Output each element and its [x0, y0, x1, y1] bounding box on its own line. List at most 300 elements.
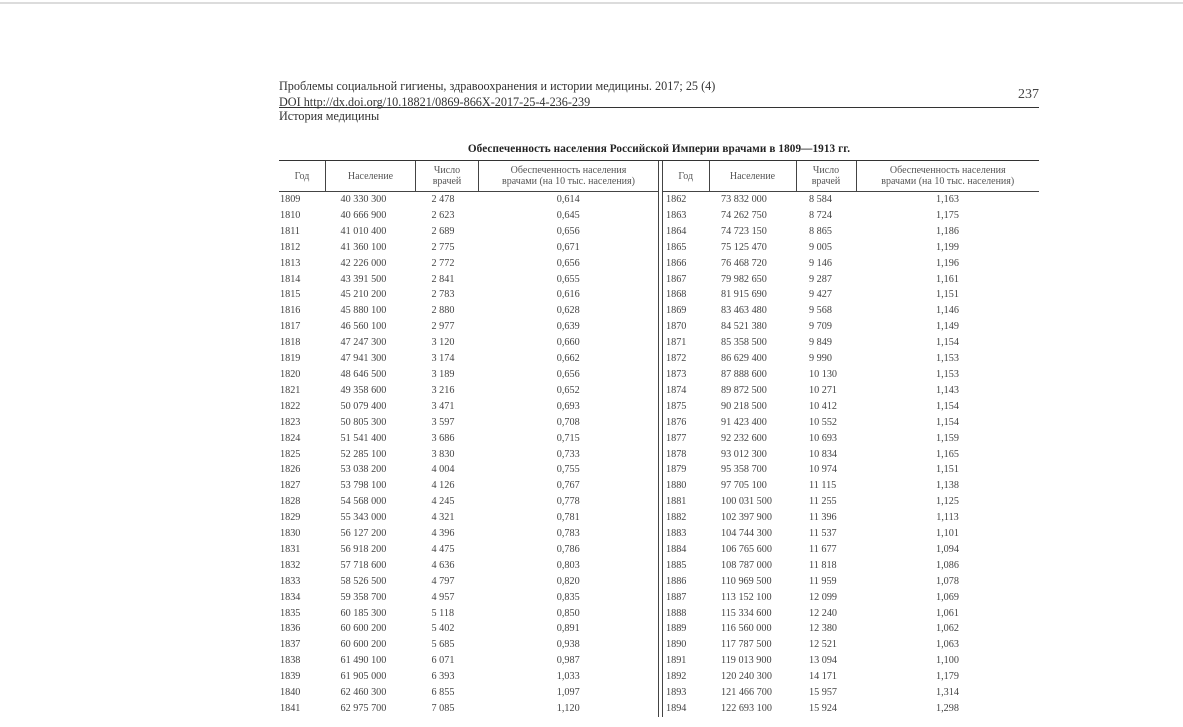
- col-header-doctors-line1: Число: [812, 165, 840, 176]
- table-row: [663, 606, 1039, 622]
- cell-ratio: 1,146: [936, 305, 959, 317]
- cell-year: 1862: [666, 194, 687, 205]
- cell-doctors: 9 287: [809, 273, 832, 285]
- cell-ratio: 1,314: [936, 687, 959, 699]
- cell-population: 95 358 700: [721, 464, 767, 476]
- cell-year: 1891: [666, 655, 687, 667]
- cell-year: 1827: [280, 480, 301, 492]
- cell-population: 122 693 100: [721, 703, 772, 714]
- cell-year: 1826: [280, 464, 301, 476]
- cell-doctors: 3 471: [431, 400, 455, 412]
- cell-population: 117 787 500: [721, 639, 772, 651]
- cell-population: 43 391 500: [340, 273, 387, 285]
- table-row: [663, 462, 1039, 478]
- cell-year: 1890: [666, 639, 687, 651]
- cell-doctors: 10 834: [809, 448, 838, 460]
- cell-population: 55 343 000: [340, 512, 387, 524]
- table-row: [663, 447, 1039, 463]
- cell-year: 1815: [280, 289, 301, 301]
- col-header-doctors: [796, 161, 856, 192]
- table-row: [279, 224, 658, 240]
- table-row: [279, 574, 658, 590]
- table-row: [279, 669, 658, 685]
- table-row: [279, 462, 658, 478]
- table-row: [663, 574, 1039, 590]
- cell-population: 116 560 000: [721, 623, 772, 635]
- col-header-doctors-line1: Число: [433, 165, 461, 176]
- cell-doctors: 10 130: [809, 368, 838, 380]
- cell-population: 110 969 500: [721, 575, 772, 587]
- cell-doctors: 6 071: [431, 655, 455, 667]
- col-header-year: Год: [279, 161, 326, 192]
- cell-ratio: 0,656: [556, 225, 580, 237]
- table-row: [279, 558, 658, 574]
- cell-population: 53 798 100: [340, 480, 387, 492]
- cell-ratio: 1,154: [936, 416, 959, 428]
- cell-doctors: 11 818: [809, 559, 837, 571]
- cell-year: 1872: [666, 353, 687, 365]
- cell-population: 76 468 720: [721, 257, 767, 269]
- table-right-body: [663, 192, 1039, 717]
- cell-population: 97 705 100: [721, 480, 767, 492]
- cell-year: 1824: [280, 432, 301, 444]
- cell-ratio: 0,656: [556, 368, 580, 380]
- cell-doctors: 10 412: [809, 400, 838, 412]
- table-row: [279, 383, 658, 399]
- table-row: [279, 685, 658, 701]
- cell-ratio: 0,639: [556, 321, 580, 333]
- cell-year: 1873: [666, 368, 687, 380]
- table-row: [279, 478, 658, 494]
- cell-ratio: 1,175: [936, 209, 959, 221]
- cell-year: 1820: [280, 368, 301, 380]
- table-row: [663, 240, 1039, 256]
- cell-ratio: 0,614: [556, 194, 580, 205]
- cell-year: 1811: [280, 225, 300, 237]
- cell-year: 1874: [666, 384, 687, 396]
- cell-population: 46 560 100: [340, 321, 387, 333]
- cell-year: 1814: [280, 273, 301, 285]
- cell-population: 49 358 600: [340, 384, 387, 396]
- table-row: [663, 653, 1039, 669]
- table-row: [663, 669, 1039, 685]
- table-row: [663, 335, 1039, 351]
- cell-year: 1877: [666, 432, 687, 444]
- table-row: [663, 637, 1039, 653]
- cell-population: 74 723 150: [721, 225, 767, 237]
- table-row: [663, 526, 1039, 542]
- cell-doctors: 12 380: [809, 623, 838, 635]
- cell-doctors: 11 537: [809, 528, 837, 540]
- cell-doctors: 4 321: [431, 512, 455, 524]
- cell-year: 1867: [666, 273, 687, 285]
- cell-ratio: 0,767: [556, 480, 580, 492]
- cell-population: 79 982 650: [721, 273, 767, 285]
- cell-population: 102 397 900: [721, 512, 772, 524]
- table-row: [279, 701, 658, 717]
- cell-population: 104 744 300: [721, 528, 772, 540]
- cell-year: 1819: [280, 353, 301, 365]
- cell-population: 47 247 300: [340, 337, 387, 349]
- cell-year: 1863: [666, 209, 687, 221]
- cell-doctors: 6 855: [431, 687, 455, 699]
- cell-ratio: 1,186: [936, 225, 959, 237]
- cell-ratio: 0,656: [556, 257, 580, 269]
- cell-doctors: 2 880: [431, 305, 455, 317]
- cell-doctors: 3 174: [431, 353, 455, 365]
- col-header-doctors: [416, 161, 479, 192]
- cell-year: 1840: [280, 687, 301, 699]
- cell-doctors: 11 255: [809, 496, 837, 508]
- cell-year: 1883: [666, 528, 687, 540]
- cell-population: 119 013 900: [721, 655, 772, 667]
- table-row: [279, 542, 658, 558]
- cell-year: 1835: [280, 607, 301, 619]
- cell-doctors: 3 189: [431, 368, 455, 380]
- cell-ratio: 1,100: [936, 655, 959, 667]
- cell-ratio: 0,733: [556, 448, 580, 460]
- cell-doctors: 4 004: [431, 464, 455, 476]
- table-row: [663, 192, 1039, 208]
- cell-ratio: 0,662: [556, 353, 580, 365]
- cell-ratio: 0,655: [556, 273, 580, 285]
- cell-doctors: 12 240: [809, 607, 838, 619]
- cell-doctors: 11 677: [809, 543, 837, 555]
- cell-population: 40 330 300: [340, 194, 387, 205]
- col-header-ratio-line1: Обеспеченность населения: [510, 165, 627, 176]
- table-row: [663, 621, 1039, 637]
- cell-year: 1887: [666, 591, 687, 603]
- cell-ratio: 0,652: [556, 384, 580, 396]
- cell-doctors: 4 797: [431, 575, 455, 587]
- cell-year: 1870: [666, 321, 687, 333]
- cell-ratio: 0,938: [556, 639, 580, 651]
- cell-population: 59 358 700: [340, 591, 387, 603]
- table-row: [279, 192, 658, 208]
- cell-ratio: 0,616: [556, 289, 580, 301]
- cell-year: 1837: [280, 639, 301, 651]
- page-number: 237: [1018, 87, 1039, 102]
- cell-doctors: 15 957: [809, 687, 838, 699]
- cell-ratio: 0,987: [556, 655, 580, 667]
- data-table: [279, 160, 1039, 717]
- cell-doctors: 2 623: [431, 209, 455, 221]
- cell-year: 1879: [666, 464, 687, 476]
- table-row: [279, 510, 658, 526]
- cell-ratio: 1,154: [936, 337, 959, 349]
- cell-ratio: 1,101: [936, 528, 959, 540]
- table-row: [663, 415, 1039, 431]
- cell-doctors: 4 475: [431, 543, 455, 555]
- cell-year: 1889: [666, 623, 687, 635]
- cell-doctors: 5 402: [431, 623, 455, 635]
- cell-ratio: 1,063: [936, 639, 959, 651]
- col-header-population: Население: [326, 161, 416, 192]
- table-row: [279, 319, 658, 335]
- table-row: [279, 272, 658, 288]
- table-row: [663, 319, 1039, 335]
- cell-population: 93 012 300: [721, 448, 767, 460]
- cell-population: 60 185 300: [340, 607, 387, 619]
- cell-year: 1875: [666, 400, 687, 412]
- cell-ratio: 0,820: [556, 575, 580, 587]
- table-row: [663, 383, 1039, 399]
- cell-population: 48 646 500: [340, 368, 387, 380]
- table-row: [279, 526, 658, 542]
- cell-population: 61 905 000: [340, 671, 387, 683]
- table-row: [663, 303, 1039, 319]
- table-row: [279, 208, 658, 224]
- cell-doctors: 9 146: [809, 257, 832, 269]
- table-row: [279, 590, 658, 606]
- col-header-ratio-line2: врачами (на 10 тыс. населения): [502, 176, 635, 187]
- cell-year: 1869: [666, 305, 687, 317]
- cell-doctors: 3 120: [431, 337, 455, 349]
- cell-doctors: 2 689: [431, 225, 455, 237]
- cell-population: 115 334 600: [721, 607, 772, 619]
- cell-ratio: 1,196: [936, 257, 959, 269]
- table-row: [279, 415, 658, 431]
- table-row: [663, 542, 1039, 558]
- cell-doctors: 10 552: [809, 416, 838, 428]
- table-row: [279, 399, 658, 415]
- cell-year: 1828: [280, 496, 301, 508]
- cell-ratio: 1,138: [936, 480, 959, 492]
- cell-doctors: 9 005: [809, 241, 832, 253]
- cell-doctors: 10 693: [809, 432, 838, 444]
- cell-doctors: 2 478: [431, 194, 455, 205]
- cell-ratio: 1,163: [936, 194, 959, 205]
- cell-population: 86 629 400: [721, 353, 767, 365]
- cell-year: 1833: [280, 575, 301, 587]
- cell-doctors: 3 216: [431, 384, 455, 396]
- cell-doctors: 8 865: [809, 225, 832, 237]
- cell-doctors: 14 171: [809, 671, 838, 683]
- cell-year: 1893: [666, 687, 687, 699]
- cell-ratio: 1,097: [556, 687, 580, 699]
- table-row: [279, 653, 658, 669]
- cell-doctors: 3 597: [431, 416, 455, 428]
- cell-year: 1823: [280, 416, 301, 428]
- cell-population: 53 038 200: [340, 464, 387, 476]
- cell-doctors: 9 990: [809, 353, 832, 365]
- cell-doctors: 6 393: [431, 671, 455, 683]
- table-row: [279, 447, 658, 463]
- cell-year: 1829: [280, 512, 301, 524]
- cell-doctors: 10 974: [809, 464, 838, 476]
- cell-year: 1816: [280, 305, 301, 317]
- cell-population: 56 127 200: [340, 528, 387, 540]
- cell-population: 61 490 100: [340, 655, 387, 667]
- cell-ratio: 0,715: [556, 432, 580, 444]
- cell-doctors: 8 584: [809, 194, 832, 205]
- cell-population: 108 787 000: [721, 559, 772, 571]
- table-header-row: [279, 161, 658, 192]
- col-header-ratio: [479, 161, 659, 192]
- cell-year: 1886: [666, 575, 687, 587]
- cell-population: 56 918 200: [340, 543, 387, 555]
- table-right-half: [663, 161, 1039, 717]
- cell-year: 1809: [280, 194, 301, 205]
- cell-population: 62 975 700: [340, 703, 387, 714]
- cell-ratio: 1,151: [936, 289, 959, 301]
- table-title: Обеспеченность населения Российской Империи врачами в 1809—1913 гг.: [467, 143, 851, 155]
- cell-population: 89 872 500: [721, 384, 767, 396]
- cell-year: 1878: [666, 448, 687, 460]
- cell-year: 1834: [280, 591, 301, 603]
- cell-year: 1868: [666, 289, 687, 301]
- table-row: [279, 256, 658, 272]
- cell-ratio: 0,786: [556, 543, 580, 555]
- cell-population: 62 460 300: [340, 687, 387, 699]
- cell-ratio: 0,850: [556, 607, 580, 619]
- cell-doctors: 12 099: [809, 591, 838, 603]
- cell-year: 1812: [280, 241, 301, 253]
- cell-population: 81 915 690: [721, 289, 767, 301]
- cell-population: 120 240 300: [721, 671, 772, 683]
- cell-doctors: 2 783: [431, 289, 455, 301]
- cell-ratio: 1,113: [936, 512, 959, 524]
- cell-doctors: 2 977: [431, 321, 455, 333]
- cell-population: 85 358 500: [721, 337, 767, 349]
- cell-doctors: 2 775: [431, 241, 455, 253]
- cell-year: 1885: [666, 559, 687, 571]
- cell-year: 1894: [666, 703, 687, 714]
- cell-population: 87 888 600: [721, 368, 767, 380]
- cell-ratio: 1,086: [936, 559, 959, 571]
- cell-doctors: 15 924: [809, 703, 838, 714]
- cell-population: 75 125 470: [721, 241, 767, 253]
- table-row: [279, 240, 658, 256]
- cell-ratio: 1,153: [936, 368, 959, 380]
- cell-ratio: 1,159: [936, 432, 959, 444]
- table-row: [663, 478, 1039, 494]
- cell-year: 1818: [280, 337, 301, 349]
- cell-ratio: 1,153: [936, 353, 959, 365]
- cell-population: 84 521 380: [721, 321, 767, 333]
- cell-doctors: 11 396: [809, 512, 837, 524]
- document-page: [279, 80, 1039, 717]
- cell-ratio: 1,143: [936, 384, 959, 396]
- table-row: [663, 701, 1039, 717]
- cell-ratio: 1,151: [936, 464, 959, 476]
- cell-ratio: 0,803: [556, 559, 580, 571]
- cell-doctors: 4 126: [431, 480, 455, 492]
- cell-population: 106 765 600: [721, 543, 772, 555]
- cell-population: 100 031 500: [721, 496, 772, 508]
- cell-ratio: 1,094: [936, 543, 959, 555]
- cell-ratio: 0,781: [556, 512, 580, 524]
- table-row: [279, 606, 658, 622]
- cell-population: 45 210 200: [340, 289, 387, 301]
- cell-population: 83 463 480: [721, 305, 767, 317]
- cell-ratio: 1,069: [936, 591, 959, 603]
- col-header-ratio: [856, 161, 1039, 192]
- cell-ratio: 0,660: [556, 337, 580, 349]
- cell-doctors: 4 245: [431, 496, 455, 508]
- cell-ratio: 0,835: [556, 591, 580, 603]
- cell-year: 1813: [280, 257, 301, 269]
- cell-population: 91 423 400: [721, 416, 767, 428]
- table-left-half: [279, 161, 658, 717]
- cell-year: 1892: [666, 671, 687, 683]
- header-doi-row: [279, 87, 1039, 109]
- cell-year: 1839: [280, 671, 301, 683]
- cell-ratio: 0,628: [556, 305, 580, 317]
- cell-population: 60 600 200: [340, 639, 387, 651]
- cell-population: 74 262 750: [721, 209, 767, 221]
- cell-population: 92 232 600: [721, 432, 767, 444]
- cell-population: 50 805 300: [340, 416, 387, 428]
- table-row: [663, 256, 1039, 272]
- table-row: [279, 303, 658, 319]
- cell-population: 73 832 000: [721, 194, 767, 205]
- cell-ratio: 0,891: [556, 623, 580, 635]
- cell-population: 121 466 700: [721, 687, 772, 699]
- table-row: [663, 590, 1039, 606]
- cell-ratio: 1,120: [556, 703, 580, 714]
- cell-doctors: 2 841: [431, 273, 455, 285]
- cell-population: 41 010 400: [340, 225, 387, 237]
- cell-doctors: 4 957: [431, 591, 455, 603]
- cell-ratio: 1,298: [936, 703, 959, 714]
- cell-year: 1838: [280, 655, 301, 667]
- cell-doctors: 4 636: [431, 559, 455, 571]
- col-header-year: Год: [663, 161, 709, 192]
- cell-population: 90 218 500: [721, 400, 767, 412]
- cell-year: 1841: [280, 703, 301, 714]
- cell-population: 51 541 400: [340, 432, 387, 444]
- cell-doctors: 9 849: [809, 337, 832, 349]
- col-header-ratio-line1: Обеспеченность населения: [889, 165, 1006, 176]
- cell-doctors: 3 830: [431, 448, 455, 460]
- cell-population: 40 666 900: [340, 209, 387, 221]
- journal-citation: Проблемы социальной гигиены, здравоохранения и истории медицины. 2017; 25 (4): [279, 79, 716, 93]
- table-left-body: [279, 192, 658, 717]
- col-header-doctors-line2: врачей: [811, 176, 841, 187]
- cell-year: 1864: [666, 225, 687, 237]
- cell-population: 50 079 400: [340, 400, 387, 412]
- cell-doctors: 4 396: [431, 528, 455, 540]
- cell-ratio: 1,179: [936, 671, 959, 683]
- cell-population: 42 226 000: [340, 257, 387, 269]
- table-row: [663, 272, 1039, 288]
- col-header-ratio-line2: врачами (на 10 тыс. населения): [881, 176, 1015, 187]
- cell-doctors: 5 118: [431, 607, 455, 619]
- cell-population: 60 600 200: [340, 623, 387, 635]
- table-row: [663, 399, 1039, 415]
- cell-ratio: 1,061: [936, 607, 959, 619]
- cell-year: 1810: [280, 209, 301, 221]
- cell-population: 58 526 500: [340, 575, 387, 587]
- cell-year: 1888: [666, 607, 687, 619]
- cell-ratio: 0,645: [556, 209, 580, 221]
- cell-year: 1831: [280, 543, 301, 555]
- cell-ratio: 0,783: [556, 528, 580, 540]
- cell-doctors: 9 709: [809, 321, 832, 333]
- table-row: [279, 637, 658, 653]
- table-header-row: [663, 161, 1039, 192]
- table-row: [663, 558, 1039, 574]
- cell-population: 113 152 100: [721, 591, 772, 603]
- cell-year: 1866: [666, 257, 687, 269]
- table-row: [663, 208, 1039, 224]
- table-row: [663, 287, 1039, 303]
- cell-doctors: 3 686: [431, 432, 455, 444]
- cell-year: 1876: [666, 416, 687, 428]
- cell-ratio: 1,078: [936, 575, 959, 587]
- doi-link[interactable]: DOI http://dx.doi.org/10.18821/0869-866X-2017-25-4-236-239: [279, 95, 591, 109]
